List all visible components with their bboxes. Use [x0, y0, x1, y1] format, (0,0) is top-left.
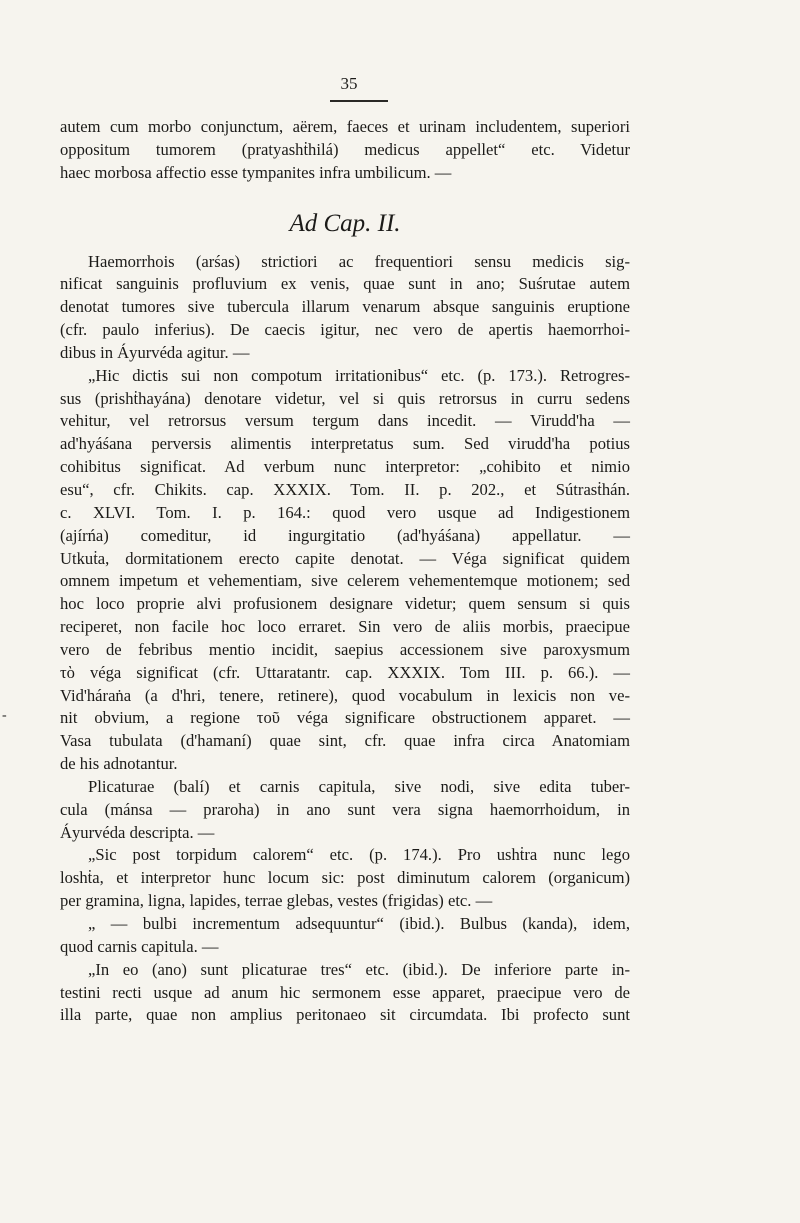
paragraph-2	[60, 251, 630, 365]
page-number: 35	[340, 74, 358, 93]
text-line: autem cum morbo conjunctum, aërem, faeces et urinam includentem, superiori	[60, 117, 630, 136]
text-line: de his adnotantur.	[60, 754, 178, 774]
body-text	[60, 116, 630, 1027]
text-line: Haemorrhois (arśas) strictiori ac frequentiori sensu medicis sig-	[88, 251, 630, 271]
text-line: ad'hyáśana perversis alimentis interpretatus sum. Sed virudd'ha potius	[60, 434, 630, 454]
text-line: Utkuṫa, dormitationem erecto capite denotat. — Véga significat quidem	[60, 548, 630, 568]
text-line: loshṫa, et interpretor hunc locum sic: post diminutum calorem (organicum)	[60, 868, 630, 888]
text-line: Áyurvéda descripta. —	[60, 822, 215, 842]
text-line: per gramina, ligna, lapides, terrae glebas, vestes (frigidas) etc. —	[60, 891, 493, 911]
text-line: illa parte, quae non amplius peritonaeo sit circumdata. Ibi profecto sunt	[60, 1005, 630, 1025]
paragraph-5	[60, 844, 630, 913]
text-line: vero de febribus mentio incidit, saepius accessionem sive paroxysmum	[60, 639, 630, 659]
text-line: „In eo (ano) sunt plicaturae tres“ etc. (ibid.). De inferiore parte in-	[88, 959, 630, 979]
text-line: quod carnis capitula. —	[60, 936, 219, 956]
text-line: dibus in Áyurvéda agitur. —	[60, 342, 250, 362]
paragraph-6	[60, 913, 630, 959]
text-line: testini recti usque ad anum hic sermonem esse apparet, praecipue vero de	[60, 982, 630, 1002]
text-line: (ajírńa) comeditur, id ingurgitatio (ad'hyáśana) appellatur. —	[60, 525, 630, 545]
text-line: haec morbosa affectio esse tympanites infra umbilicum. —	[60, 162, 452, 182]
paragraph-3	[60, 365, 630, 776]
text-line: sus (prishṫhayána) denotare videtur, vel si quis retrorsus in curru sedens	[60, 388, 630, 408]
text-line: „ — bulbi incrementum adsequuntur“ (ibid.). Bulbus (kanda), idem,	[88, 914, 630, 933]
text-line: nit obvium, a regione τοῦ véga significare obstructionem apparet. —	[60, 708, 630, 728]
text-line: Plicaturae (balí) et carnis capitula, sive nodi, sive edita tuber-	[88, 776, 630, 796]
text-line: reciperet, non facile hoc loco erraret. Sin vero de aliis morbis, praecipue	[60, 617, 630, 637]
section-heading: Ad Cap. II.	[289, 209, 401, 237]
text-line: Vid'háraṅa (a d'hri, tenere, retinere), quod vocabulum in lexicis non ve-	[60, 685, 630, 705]
text-line: Vasa tubulata (d'hamaní) quae sint, cfr. quae infra circa Anatomiam	[60, 731, 630, 751]
text-line: nificat sanguinis profluvium ex venis, quae sunt in ano; Suśrutae autem	[60, 274, 630, 294]
text-line: denotat tumores sive tubercula illarum venarum absque sanguinis eruptione	[60, 297, 630, 317]
text-line: cula (mánsa — praroha) in ano sunt vera signa haemorrhoidum, in	[60, 799, 630, 819]
text-line: „Hic dictis sui non compotum irritationibus“ etc. (p. 173.). Retrogres-	[88, 365, 630, 385]
margin-mark: -	[2, 708, 7, 723]
text-line: cohibitus significat. Ad verbum nunc interpretor: „cohibito et nimio	[60, 457, 630, 477]
text-line: c. XLVI. Tom. I. p. 164.: quod vero usque ad Indigestionem	[60, 502, 630, 522]
text-line: oppositum tumorem (pratyashṫhilá) medicus appellet“ etc. Videtur	[60, 139, 630, 159]
text-line: τὸ véga significat (cfr. Uttaratantr. cap. XXXIX. Tom III. p. 66.). —	[60, 662, 630, 682]
paragraph-4	[60, 776, 630, 845]
paragraph-1	[60, 116, 630, 185]
text-line: esu“, cfr. Chikits. cap. XXXIX. Tom. II. p. 202., et Sútrasṫhán.	[60, 479, 630, 499]
text-line: (cfr. paulo inferius). De caecis igitur, nec vero de apertis haemorrhoi-	[60, 320, 630, 340]
text-line: vehitur, vel retrorsus versum tergum dans incedit. — Virudd'ha —	[60, 411, 630, 431]
text-line: „Sic post torpidum calorem“ etc. (p. 174.). Pro ushṫra nunc lego	[88, 845, 630, 865]
paragraph-7	[60, 959, 630, 1028]
text-line: hoc loco proprie alvi profusionem designare videtur; quem sensum si quis	[60, 594, 630, 614]
header-rule	[330, 100, 388, 102]
text-line: omnem impetum et vehementiam, sive celerem vehementemque motionem; sed	[60, 571, 630, 591]
